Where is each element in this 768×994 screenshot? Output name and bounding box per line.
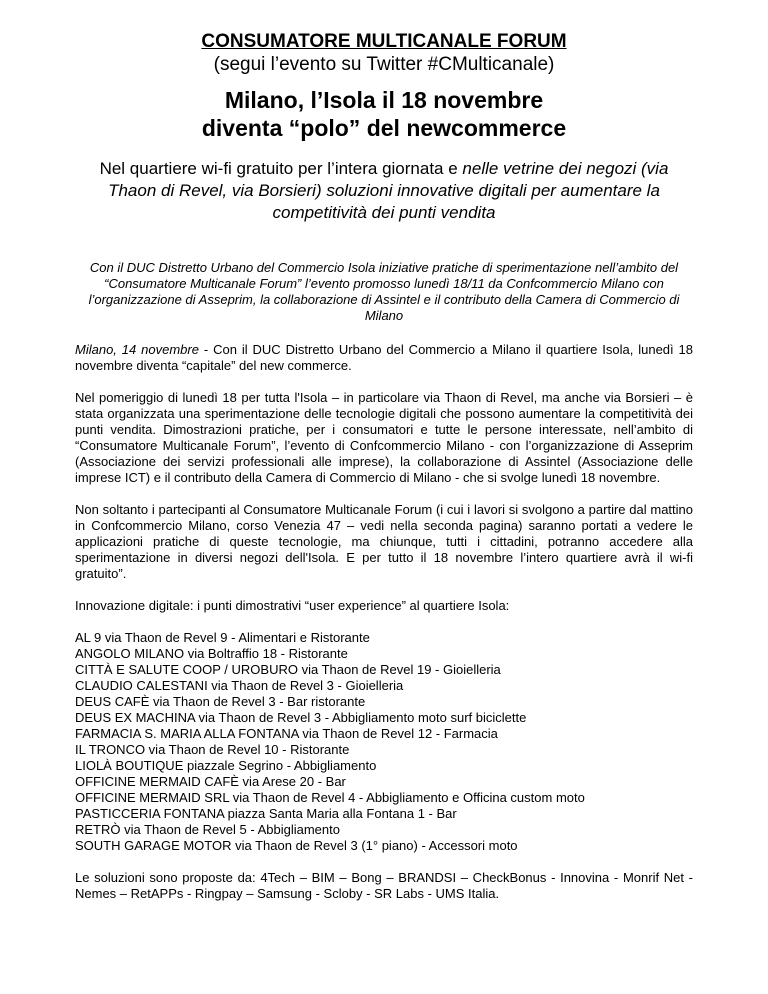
forum-header: [75, 30, 693, 76]
headline: [75, 86, 693, 142]
list-item: RETRÒ via Thaon de Revel 5 - Abbigliamento: [75, 822, 340, 837]
forum-subtitle: (segui l’evento su Twitter #CMulticanale): [213, 54, 555, 75]
list-item: DEUS CAFÈ via Thaon de Revel 3 - Bar ristorante: [75, 694, 366, 709]
body-paragraph-1-text: - Con il DUC Distretto Urbano del Commercio a Milano il quartiere Isola, lunedì 18 novembre diventa “capitale” del new commerce.: [75, 342, 693, 373]
list-item: OFFICINE MERMAID CAFÈ via Arese 20 - Bar: [75, 774, 346, 789]
demo-points-list: [75, 630, 693, 854]
list-item: CLAUDIO CALESTANI via Thaon de Revel 3 - Gioielleria: [75, 678, 404, 693]
closing-paragraph: Le soluzioni sono proposte da: 4Tech – BIM – Bong – BRANDSI – CheckBonus - Innovina - Monrif Net - Nemes – RetAPPs - Ringpay – Samsung - Scloby - SR Labs - UMS Italia.: [75, 870, 693, 901]
list-item: PASTICCERIA FONTANA piazza Santa Maria alla Fontana 1 - Bar: [75, 806, 457, 821]
subheadline: [75, 158, 693, 224]
subheadline-italic: nelle vetrine dei negozi (via Thaon di Revel, via Borsieri) soluzioni innovative digitali per aumentare la competitività dei punti vendita: [108, 159, 669, 222]
headline-line-2: diventa “polo” del newcommerce: [201, 115, 567, 141]
body-paragraph-2: Nel pomeriggio di lunedì 18 per tutta l'Isola – in particolare via Thaon di Revel, ma anche via Borsieri – è stata organizzata una sperimentazione delle tecnologie digitali che possono aumentare la competitività dei punti vendita. Dimostrazioni pratiche, per i consumatori e tutte le persone interessate, nell’ambito di “Consumatore Multicanale Forum”, l’evento di Confcommercio Milano - con l’organizzazione di Asseprim (Associazione dei servizi professionali alle imprese), la collaborazione di Assintel (Associazione delle imprese ICT) e il contributo della Camera di Commercio di Milano - che si svolge lunedì 18 novembre.: [75, 390, 693, 485]
list-item: SOUTH GARAGE MOTOR via Thaon de Revel 3 (1° piano) - Accessori moto: [75, 838, 518, 853]
intro-summary: Con il DUC Distretto Urbano del Commercio Isola iniziative pratiche di sperimentazione nell’ambito del “Consumatore Multicanale Forum” l’evento promosso lunedì 18/11 da Confcommercio Milano con l’organizzazione di Asseprim, la collaborazione di Assintel e il contributo della Camera di Commercio di Milano: [88, 260, 680, 323]
list-item: CITTÀ E SALUTE COOP / UROBURO via Thaon de Revel 19 - Gioielleria: [75, 662, 501, 677]
list-item: DEUS EX MACHINA via Thaon de Revel 3 - Abbigliamento moto surf biciclette: [75, 710, 527, 725]
subheadline-regular: Nel quartiere wi-fi gratuito per l’intera giornata e: [99, 159, 463, 178]
dateline: Milano, 14 novembre: [75, 342, 199, 357]
list-item: AL 9 via Thaon de Revel 9 - Alimentari e Ristorante: [75, 630, 370, 645]
list-item: OFFICINE MERMAID SRL via Thaon de Revel 4 - Abbigliamento e Officina custom moto: [75, 790, 585, 805]
list-item: IL TRONCO via Thaon de Revel 10 - Ristorante: [75, 742, 350, 757]
body-paragraph-3: Non soltanto i partecipanti al Consumatore Multicanale Forum (i cui i lavori si svolgono a partire dal mattino in Confcommercio Milano, corso Venezia 47 – vedi nella seconda pagina) saranno portati a vedere le applicazioni pratiche di queste tecnologie, ma chiunque, tutti i cittadini, potranno accedere alla sperimentazione in diversi negozi dell'Isola. E per tutto il 18 novembre l’intero quartiere avrà il wi-fi gratuito”.: [75, 502, 693, 581]
press-release-page: [75, 30, 693, 918]
headline-line-1: Milano, l’Isola il 18 novembre: [224, 87, 544, 113]
list-item: ANGOLO MILANO via Boltraffio 18 - Ristorante: [75, 646, 348, 661]
list-item: FARMACIA S. MARIA ALLA FONTANA via Thaon de Revel 12 - Farmacia: [75, 726, 498, 741]
list-item: LIOLÀ BOUTIQUE piazzale Segrino - Abbigliamento: [75, 758, 377, 773]
body-paragraph-1: [75, 342, 693, 374]
forum-title: CONSUMATORE MULTICANALE FORUM: [201, 31, 567, 52]
list-intro: Innovazione digitale: i punti dimostrativi “user experience” al quartiere Isola:: [75, 598, 510, 613]
